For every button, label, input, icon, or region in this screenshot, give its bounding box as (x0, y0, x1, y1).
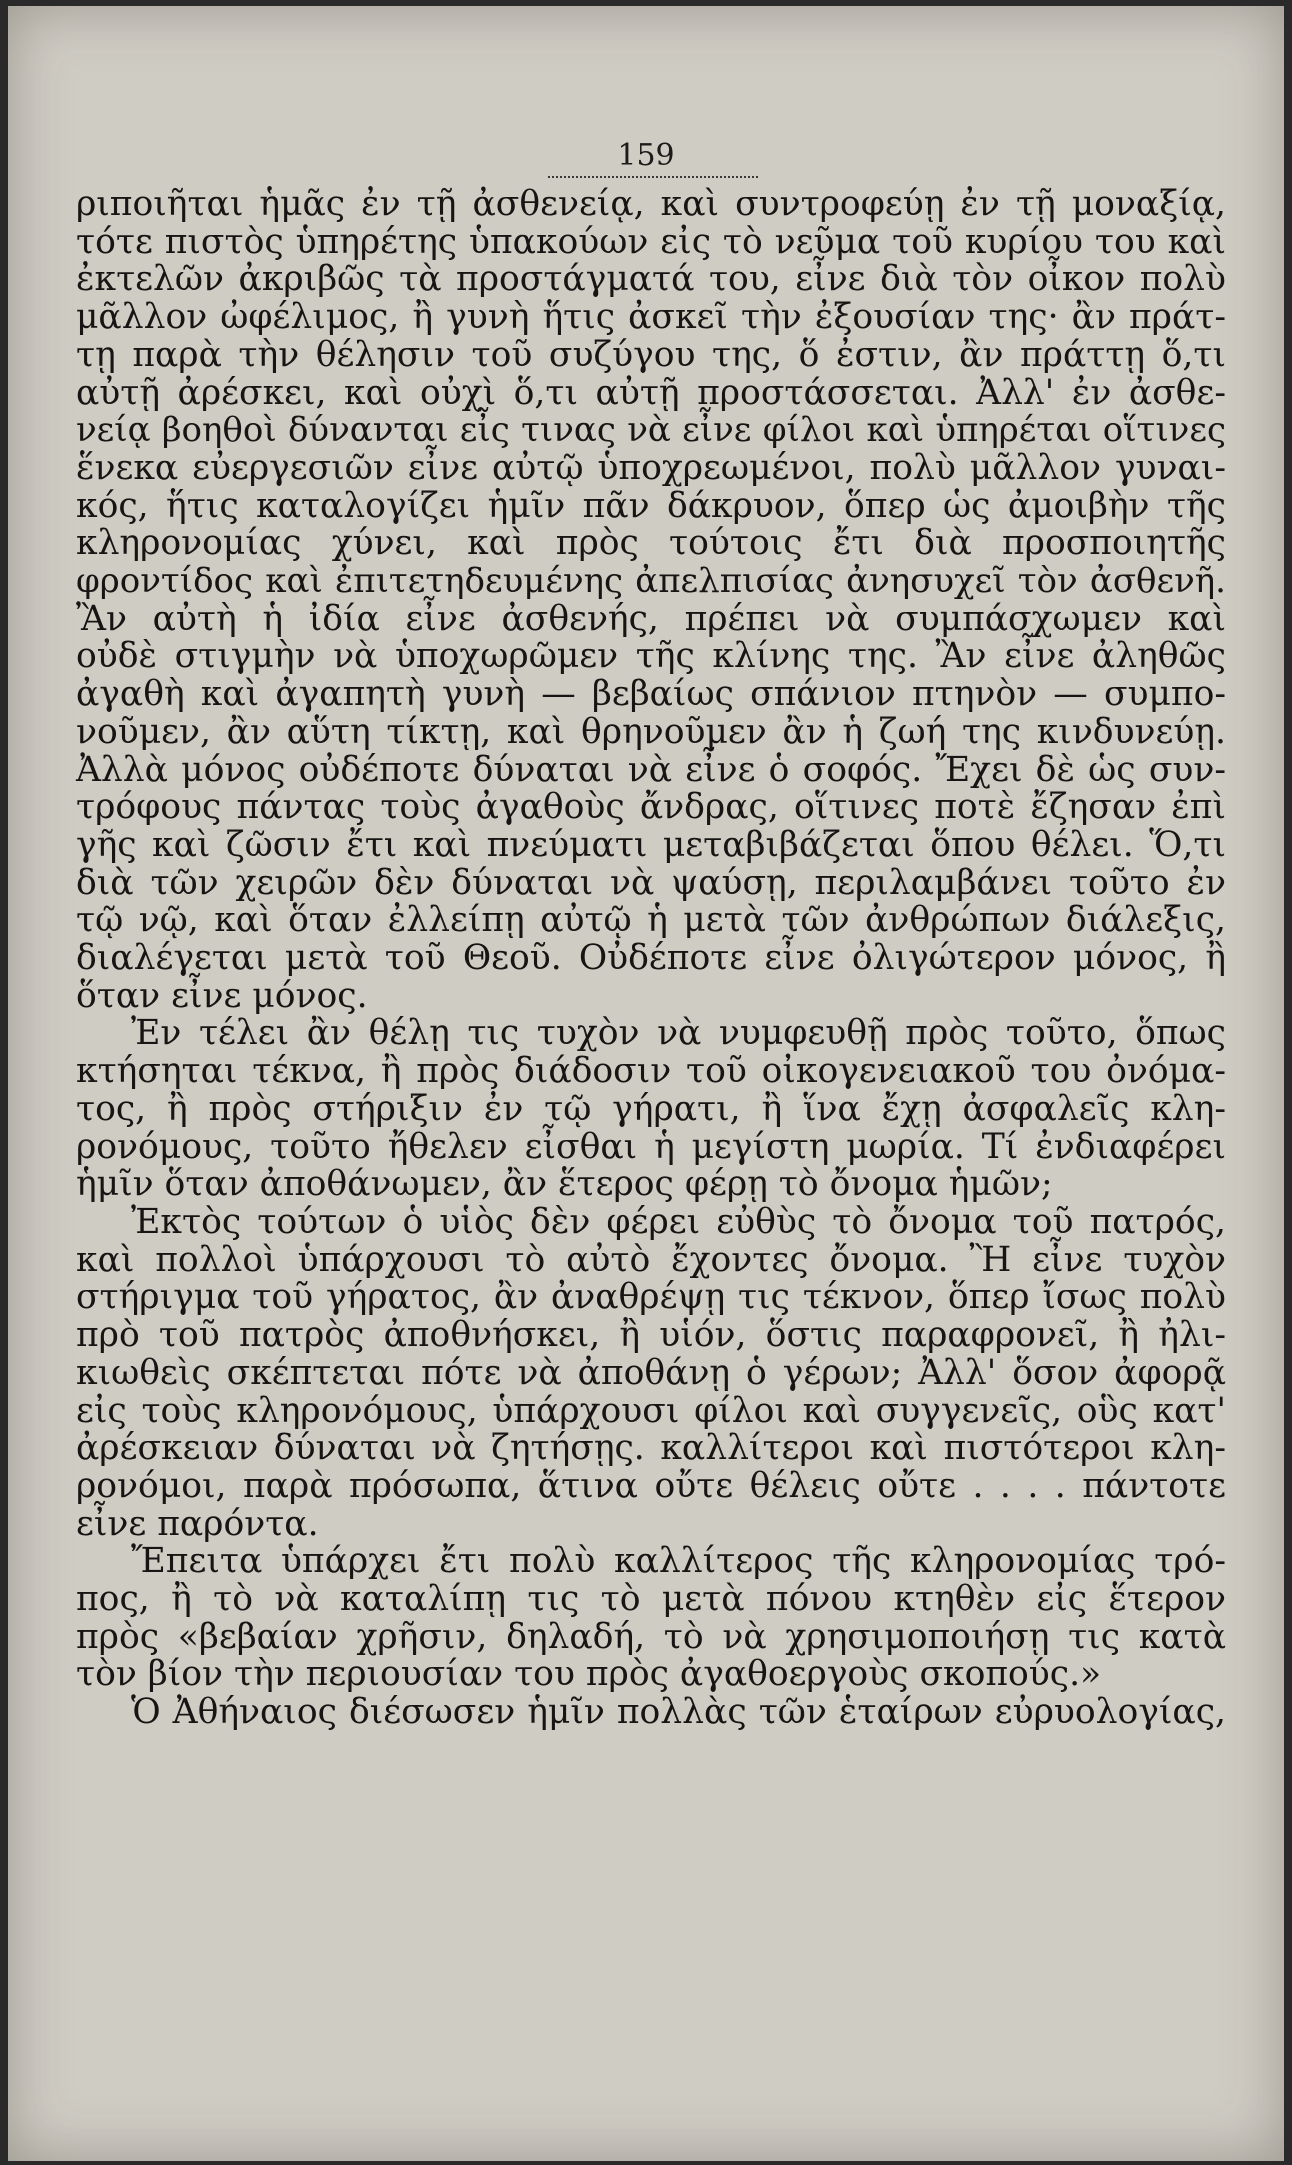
text-line: ἀρέσκειαν δύναται νὰ ζητήσῃς. καλλίτεροι καὶ πιστότεροι κλη- (76, 1428, 1226, 1469)
text-line: νείᾳ βοηθοὶ δύνανται εἶς τινας νὰ εἶνε φίλοι καὶ ὑπηρέται οἵτινες (76, 410, 1226, 451)
text-line: κληρονομίας χύνει, καὶ πρὸς τούτοις ἔτι διὰ προσποιητῆς (76, 523, 1226, 564)
text-line: Ἂν αὐτὴ ἡ ἰδία εἶνε ἀσθενής, πρέπει νὰ συμπάσχωμεν καὶ (76, 598, 1226, 639)
text-line: τῷ νῷ, καὶ ὅταν ἐλλείπῃ αὐτῷ ἡ μετὰ τῶν ἀνθρώπων διάλεξις, (76, 900, 1226, 941)
text-line: ἀγαθὴ καὶ ἀγαπητὴ γυνὴ — βεβαίως σπάνιον πτηνὸν — συμπο- (76, 674, 1226, 715)
text-line: διαλέγεται μετὰ τοῦ Θεοῦ. Οὐδέποτε εἶνε ὀλιγώτερον μόνος, ἢ (76, 938, 1226, 979)
text-line: Ὁ Ἀθήναιος διέσωσεν ἡμῖν πολλὰς τῶν ἑταίρων εὐρυολογίας, (131, 1692, 1226, 1733)
text-line: στήριγμα τοῦ γήρατος, ἂν ἀναθρέψῃ τις τέκνον, ὅπερ ἴσως πολὺ (76, 1277, 1226, 1318)
text-line: πρὸς «βεβαίαν χρῆσιν, δηλαδή, τὸ νὰ χρησιμοποιήσῃ τις κατὰ (76, 1616, 1226, 1657)
text-line: ἐκτελῶν ἀκριβῶς τὰ προστάγματά του, εἶνε διὰ τὸν οἶκον πολὺ (76, 259, 1226, 300)
body-text (76, 186, 1226, 1732)
text-line: εἰς τοὺς κληρονόμους, ὑπάρχουσι φίλοι καὶ συγγενεῖς, οὓς κατ' (76, 1390, 1226, 1431)
text-line: ρονόμοι, παρὰ πρόσωπα, ἅτινα οὔτε θέλεις οὔτε . . . . πάντοτε (76, 1465, 1226, 1506)
text-line: καὶ πολλοὶ ὑπάρχουσι τὸ αὐτὸ ἔχοντες ὄνομα. Ἢ εἶνε τυχὸν (76, 1239, 1226, 1280)
text-line: νοῦμεν, ἂν αὕτη τίκτῃ, καὶ θρηνοῦμεν ἂν ἡ ζωή της κινδυνεύῃ. (76, 711, 1226, 752)
text-line: κτήσηται τέκνα, ἢ πρὸς διάδοσιν τοῦ οἰκογενειακοῦ του ὀνόμα- (76, 1051, 1226, 1092)
text-line: Ἐν τέλει ἂν θέλῃ τις τυχὸν νὰ νυμφευθῇ πρὸς τοῦτο, ὅπως (131, 1013, 1226, 1054)
text-line: κός, ἥτις καταλογίζει ἡμῖν πᾶν δάκρυον, ὅπερ ὡς ἀμοιβὴν τῆς (76, 485, 1226, 526)
text-line: πρὸ τοῦ πατρὸς ἀποθνήσκει, ἢ υἱόν, ὅστις παραφρονεῖ, ἢ ἠλι- (76, 1315, 1226, 1356)
text-line: τὸν βίον τὴν περιουσίαν του πρὸς ἀγαθοεργοὺς σκοπούς.» (76, 1654, 1102, 1695)
text-line: ριποιῆται ἡμᾶς ἐν τῇ ἀσθενείᾳ, καὶ συντροφεύῃ ἐν τῇ μοναξίᾳ, (76, 184, 1226, 224)
text-line: ὅταν εἶνε μόνος. (76, 975, 368, 1016)
text-line: τότε πιστὸς ὑπηρέτης ὑπακούων εἰς τὸ νεῦμα τοῦ κυρίου του καὶ (76, 221, 1226, 262)
text-line: αὐτῇ ἀρέσκει, καὶ οὐχὶ ὅ,τι αὐτῇ προστάσσεται. Ἀλλ' ἐν ἀσθε- (76, 372, 1226, 413)
text-line: φροντίδος καὶ ἐπιτετηδευμένης ἀπελπισίας ἀνησυχεῖ τὸν ἀσθενῆ. (76, 561, 1226, 602)
text-line: ἕνεκα εὐεργεσιῶν εἶνε αὐτῷ ὑποχρεωμένοι, πολὺ μᾶλλον γυναι- (76, 447, 1226, 488)
text-line: τρόφους πάντας τοὺς ἀγαθοὺς ἄνδρας, οἵτινες ποτὲ ἔζησαν ἐπὶ (76, 787, 1226, 828)
text-line: ἡμῖν ὅταν ἀποθάνωμεν, ἂν ἕτερος φέρῃ τὸ ὄνομα ἡμῶν; (76, 1164, 1053, 1205)
text-line: διὰ τῶν χειρῶν δὲν δύναται νὰ ψαύσῃ, περιλαμβάνει τοῦτο ἐν (76, 862, 1226, 903)
text-line: γῆς καὶ ζῶσιν ἔτι καὶ πνεύματι μεταβιβάζεται ὅπου θέλει. Ὅ,τι (76, 824, 1226, 865)
book-page (8, 6, 1284, 2161)
text-line: ρονόμους, τοῦτο ἤθελεν εἶσθαι ἡ μεγίστη μωρία. Τί ἐνδιαφέρει (76, 1126, 1226, 1167)
text-line: εἶνε παρόντα. (76, 1503, 319, 1544)
text-line: Ἀλλὰ μόνος οὐδέποτε δύναται νὰ εἶνε ὁ σοφός. Ἔχει δὲ ὡς συν- (76, 749, 1226, 790)
text-line: πος, ἢ τὸ νὰ καταλίπῃ τις τὸ μετὰ πόνου κτηθὲν εἰς ἕτερον (76, 1579, 1226, 1620)
text-line: τῃ παρὰ τὴν θέλησιν τοῦ συζύγου της, ὅ ἐστιν, ἂν πράττῃ ὅ,τι (76, 334, 1226, 375)
text-line: κιωθεὶς σκέπτεται πότε νὰ ἀποθάνῃ ὁ γέρων; Ἀλλ' ὅσον ἀφορᾷ (76, 1352, 1226, 1393)
text-line: μᾶλλον ὠφέλιμος, ἢ γυνὴ ἥτις ἀσκεῖ τὴν ἐξουσίαν της· ἂν πράτ- (76, 297, 1226, 338)
page-number: 159 (617, 138, 675, 173)
page-number-underline (548, 176, 758, 178)
text-line: οὐδὲ στιγμὴν νὰ ὑποχωρῶμεν τῆς κλίνης της. Ἂν εἶνε ἀληθῶς (76, 636, 1226, 677)
text-line: τος, ἢ πρὸς στήριξιν ἐν τῷ γήρατι, ἢ ἵνα ἔχῃ ἀσφαλεῖς κλη- (76, 1088, 1226, 1129)
text-line: Ἔπειτα ὑπάρχει ἔτι πολὺ καλλίτερος τῆς κληρονομίας τρό- (131, 1541, 1226, 1582)
text-line: Ἐκτὸς τούτων ὁ υἱὸς δὲν φέρει εὐθὺς τὸ ὄνομα τοῦ πατρός, (131, 1201, 1226, 1242)
